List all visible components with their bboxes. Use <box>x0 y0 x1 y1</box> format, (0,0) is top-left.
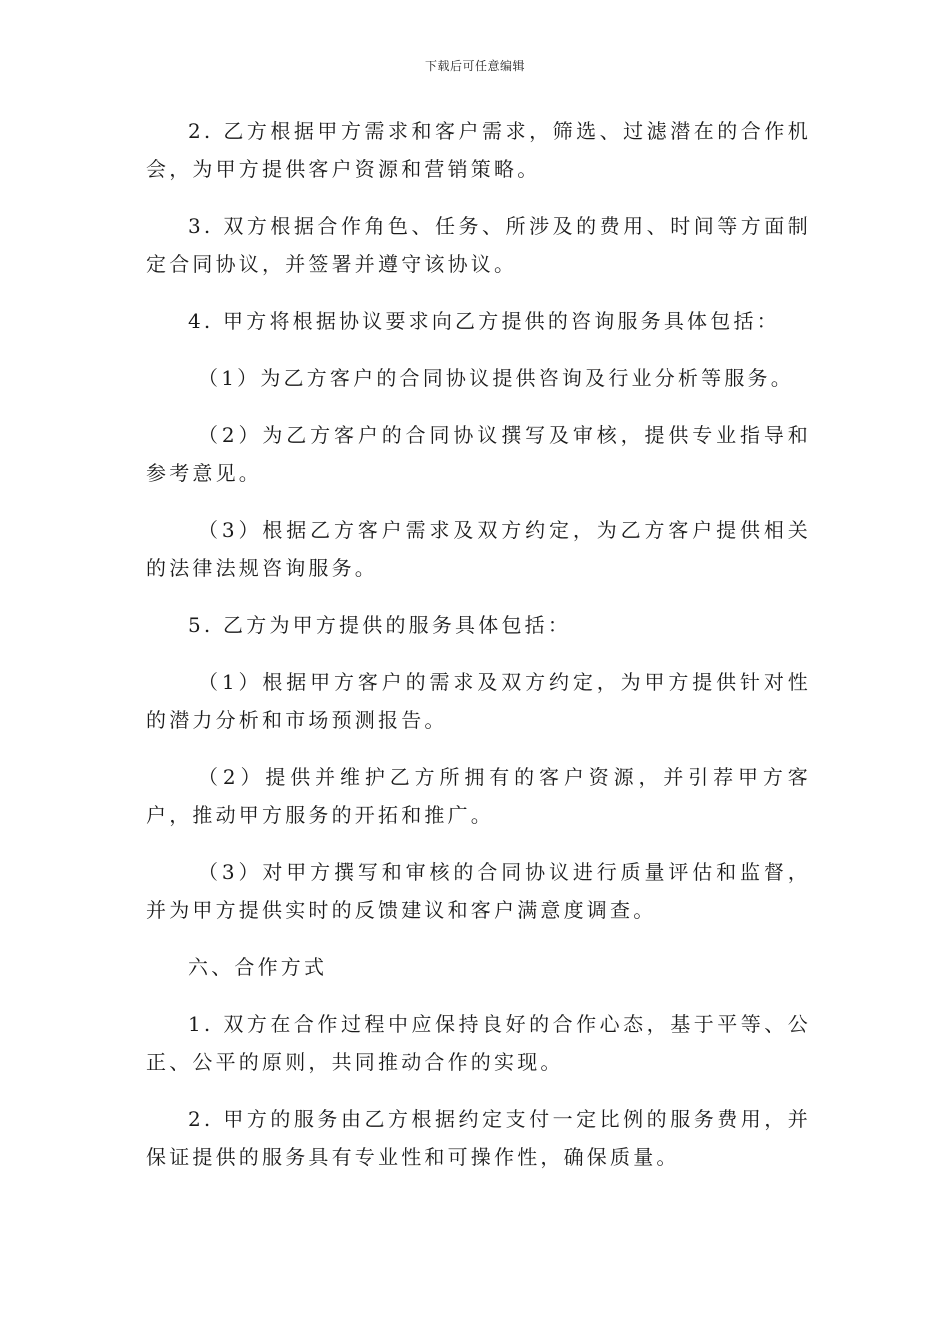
paragraph-subitem-5-1: （1）根据甲方客户的需求及双方约定，为甲方提供针对性的潜力分析和市场预测报告。 <box>146 670 811 732</box>
paragraph-subitem-4-1: （1）为乙方客户的合同协议提供咨询及行业分析等服务。 <box>198 366 794 390</box>
paragraph-subitem-5-3: （3）对甲方撰写和审核的合同协议进行质量评估和监督，并为甲方提供实时的反馈建议和客户满意度调查。 <box>146 860 811 922</box>
paragraph-item-2: 2. 乙方根据甲方需求和客户需求，筛选、过滤潜在的合作机会，为甲方提供客户资源和营销策略。 <box>146 119 811 181</box>
paragraph-item-6-1: 1. 双方在合作过程中应保持良好的合作心态，基于平等、公正、公平的原则，共同推动合作的实现。 <box>146 1012 811 1074</box>
paragraph-item-3: 3. 双方根据合作角色、任务、所涉及的费用、时间等方面制定合同协议，并签署并遵守该协议。 <box>146 214 811 276</box>
paragraph-subitem-4-2: （2）为乙方客户的合同协议撰写及审核，提供专业指导和参考意见。 <box>146 423 811 485</box>
section-heading-cooperation-mode: 六、合作方式 <box>188 955 328 979</box>
paragraph-item-6-2: 2. 甲方的服务由乙方根据约定支付一定比例的服务费用，并保证提供的服务具有专业性和可操作性，确保质量。 <box>146 1107 811 1169</box>
paragraph-item-4: 4. 甲方将根据协议要求向乙方提供的咨询服务具体包括： <box>188 309 780 333</box>
paragraph-item-5: 5. 乙方为甲方提供的服务具体包括： <box>188 613 572 637</box>
paragraph-subitem-4-3: （3）根据乙方客户需求及双方约定，为乙方客户提供相关的法律法规咨询服务。 <box>146 518 811 580</box>
document-body <box>146 112 811 1195</box>
paragraph-subitem-5-2: （2）提供并维护乙方所拥有的客户资源，并引荐甲方客户，推动甲方服务的开拓和推广。 <box>146 765 811 827</box>
page-header: 下载后可任意编辑 <box>424 59 525 73</box>
